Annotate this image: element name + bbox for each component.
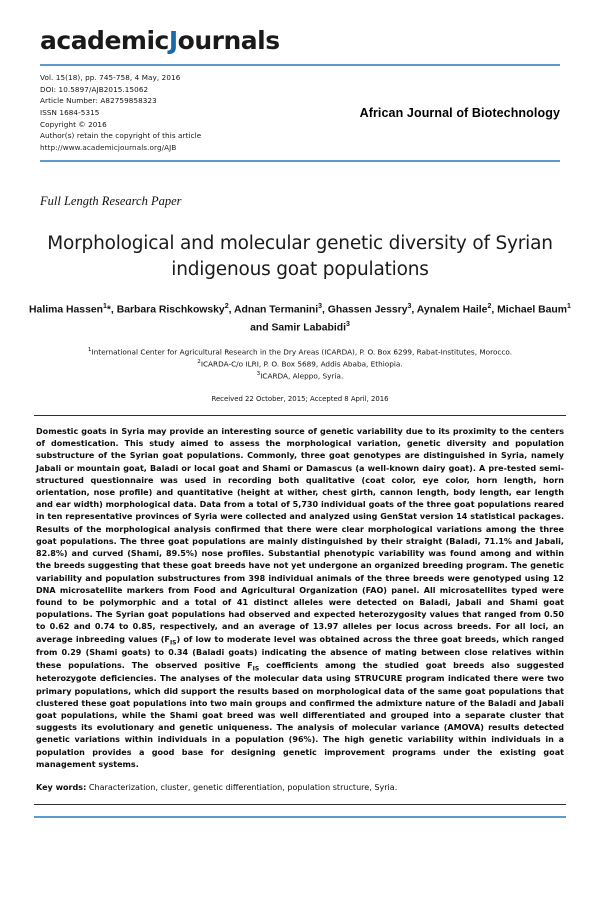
- journal-info-divider: [40, 160, 560, 162]
- abstract-section: [34, 415, 566, 805]
- journal-url-link[interactable]: http://www.academicjournals.org/AJB: [40, 142, 177, 152]
- logo-text-academic: academic: [40, 26, 169, 55]
- footer-divider: [34, 816, 566, 818]
- volume-line: Vol. 15(18), pp. 745-758, 4 May, 2016: [40, 73, 181, 82]
- journal-metadata: [40, 72, 275, 154]
- keywords-label: Key words:: [36, 783, 87, 793]
- author-list: Halima Hassen$^1$*, Barbara Rischkowsky$^2$, Adnan Termanini$^3$, Ghassen Jessry$^3$, Aynalem Haile$^2$, Michael Baum$^1$ and Samir Lababidi$^3$: [29, 303, 571, 334]
- journal-info-band: [40, 72, 560, 160]
- keywords-text: Characterization, cluster, genetic differentiation, population structure, Syria.: [88, 783, 398, 793]
- logo-text-ournals: ournals: [177, 26, 280, 55]
- masthead-divider: [40, 64, 560, 66]
- academic-journals-logo[interactable]: [40, 26, 560, 55]
- paper-type-label: Full Length Research Paper: [40, 193, 182, 208]
- rights-line: Author(s) retain the copyright of this article: [40, 131, 202, 141]
- article-number-line: Article Number: A82759858323: [40, 96, 157, 106]
- affiliation-list: $^1$International Center for Agricultural Research in the Dry Areas (ICARDA), P. O. Box 6299, Rabat-Institutes, Morocco. $^2$ICARDA-C/o ILRI, P. O. Box 5689, Addis Ababa, Ethiopia. $^3$ICARDA, Aleppo, Syria.: [87, 346, 513, 381]
- logo-text-j: J: [168, 26, 178, 55]
- keywords: [36, 782, 564, 794]
- abstract-text: Domestic goats in Syria may provide an interesting source of genetic variability due to its proximity to the centers of domestication. This study aimed to assess the morphological variation, genetic diversity and population substructure of the Syrian goat populations. Commonly, three goat genotypes are distinguished in Syria, namely Jabali or mountain goat, Baladi or local goat and Shami or Damascus (a well-known dairy goat). A pre-tested semi-structured questionnaire was used in recording both qualitative (coat color, eye color, horn length, horn orientation, nose profile) and quantitative (height at wither, chest girth, cannon length, body length, ear length and ear width) morphological data. Data from a total of 5,730 individual goats of the three goat populations reared in ten representative provinces of Syria were collected and analyzed using GenStat version 14 statistical packages. Results of the morphological analysis confirmed that there were clear morphological variations among the three goat populations. The three goat populations are mainly distinguished by their straight (Baladi, 71.1% and Jabali, 82.8%) and curved (Shami, 89.5%) nose profiles. Substantial phenotypic variability was found among and within the breeds suggesting that these goat breeds have not yet undergone an organized breeding program. The genetic variability and population substructures from 398 individual animals of the three breeds were genotyped using 12 DNA microsatellite markers from Food and Agricultural Organization (FAO) panel. All microsatellites typed were found to be polymorphic and a total of 41 distinct alleles were detected on Baladi, Jabali and Shami goat populations. The Syrian goat populations had observed and expected heterozygosity values that ranged from 0.50 to 0.62 and 0.74 to 0.85, respectively, and an average of 13.97 alleles per locus across breeds. For all loci, an average inbreeding values $(F_{IS})$ of low to moderate level was obtained across the three goat breeds, which ranged from 0.29 (Shami goats) to 0.34 (Baladi goats) indicating the absence of mating between close relatives within these populations. The observed positive $F_{IS}$ coefficients among the studied goat breeds also suggested heterozygote deficiencies. The analyses of the molecular data using STRUCURE program indicated there were two primary populations, which did support the results based on morphological data of the same goat populations that clustered these goat populations into two main groups and confirmed the admixture nature of the Baladi and Jabali goat populations, while the Shami goat breed was well differentiated and grouped into a separate cluster that suggests its evolutionary and genetic uniqueness. The analysis of molecular variance (AMOVA) results detected genetic variations within individuals in a population (96%). The high genetic variability within individuals in a population provides a good base for designing genetic improvement programs under the existing goat management systems.: [36, 426, 564, 769]
- page-title: Morphological and molecular genetic diversity of Syrian indigenous goat populations: [47, 232, 553, 280]
- issn-line: ISSN 1684-5315: [40, 107, 100, 117]
- masthead: [0, 0, 600, 59]
- received-accepted-dates: Received 22 October, 2015; Accepted 8 April, 2016: [211, 394, 389, 403]
- doi-line: DOI: 10.5897/AJB2015.15062: [40, 84, 149, 94]
- journal-name: African Journal of Biotechnology: [359, 106, 560, 120]
- copyright-line: Copyright © 2016: [40, 119, 107, 129]
